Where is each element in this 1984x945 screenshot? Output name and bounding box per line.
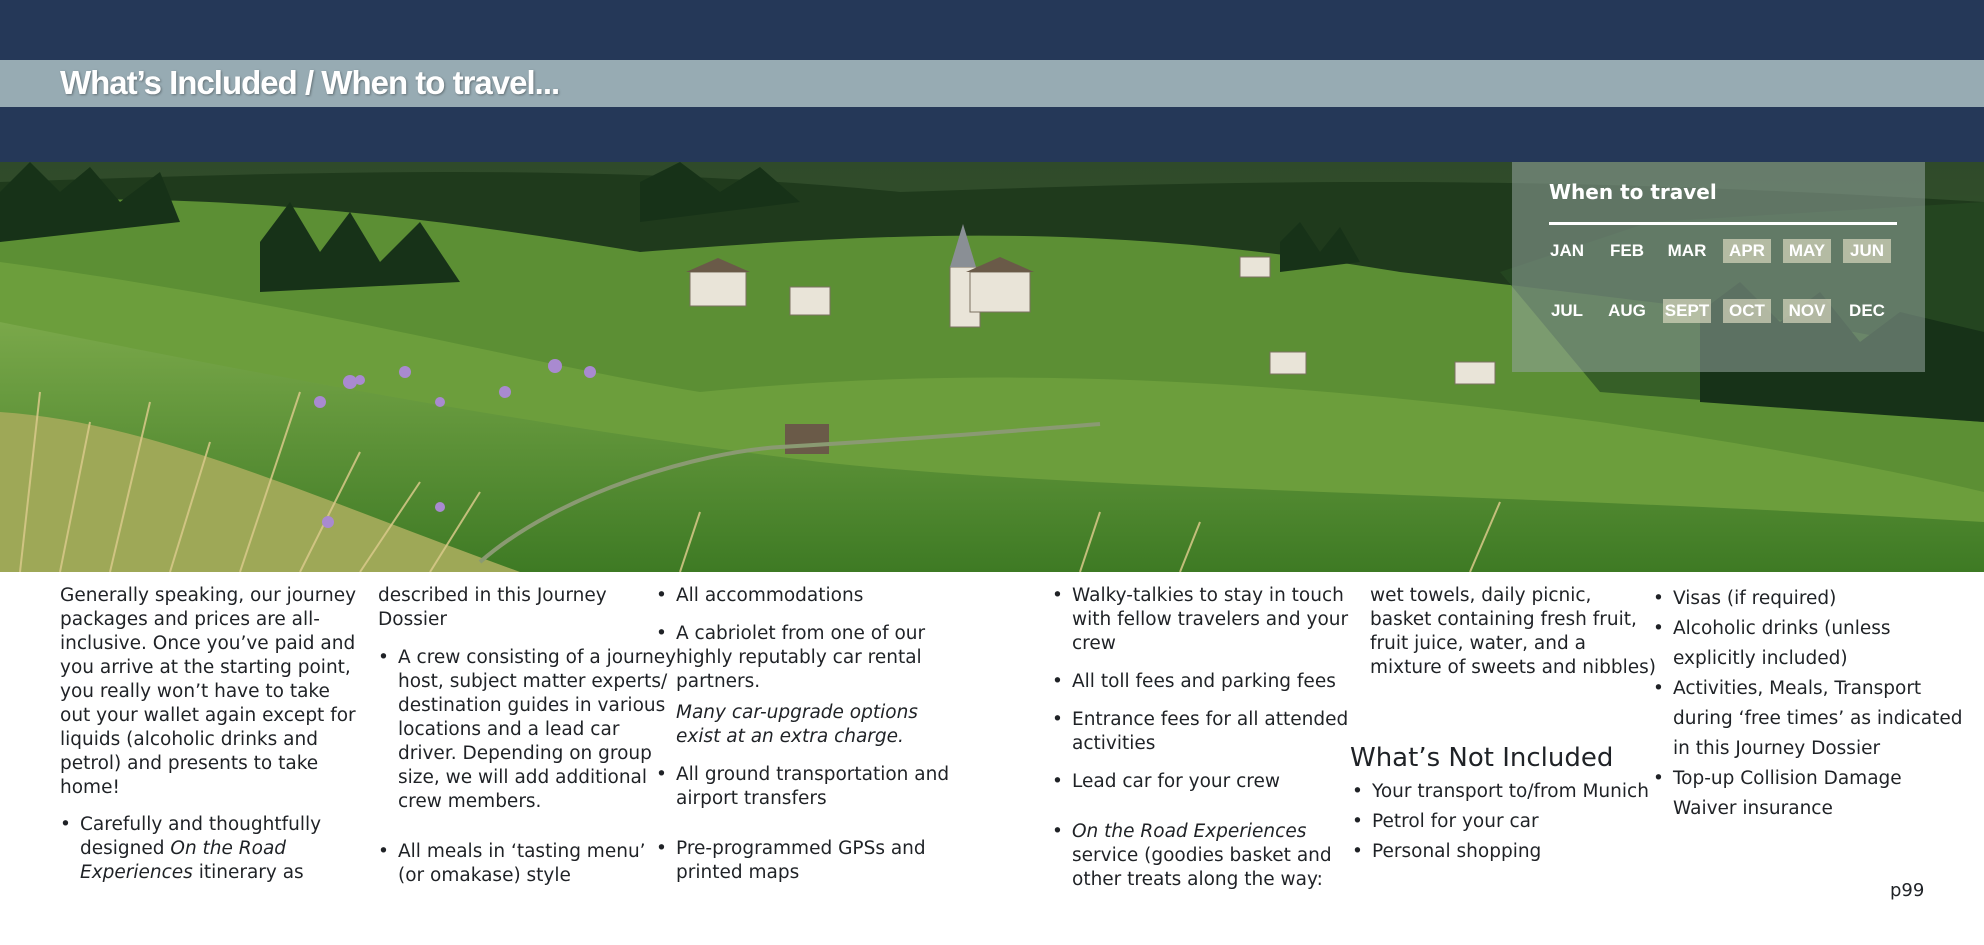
month-oct: OCT <box>1723 299 1771 323</box>
intro-line: you really won’t have to take <box>60 681 330 702</box>
intro-line: liquids (alcoholic drinks and <box>60 729 318 750</box>
month-mar: MAR <box>1667 241 1707 260</box>
intro-line: you arrive at the starting point, <box>60 657 351 678</box>
intro-line: Generally speaking, our journey <box>60 585 357 606</box>
not-included-heading: What’s Not Included <box>1350 743 1614 773</box>
included-item-line: destination guides in various <box>398 695 666 716</box>
included-item-line: partners. <box>676 671 761 692</box>
included-item: • On the Road Experiences <box>1052 820 1348 844</box>
not-included-item: • Personal shopping <box>1352 840 1656 864</box>
included-item-line: driver. Depending on group <box>398 743 652 764</box>
included-item-line: airport transfers <box>676 788 827 809</box>
included-item-line <box>60 861 356 885</box>
upgrade-note: exist at an extra charge. <box>676 726 904 747</box>
included-item: • Lead car for your crew <box>1052 770 1348 794</box>
not-included-item: • Activities, Meals, Transport <box>1653 674 1963 704</box>
included-item-line: (or omakase) style <box>398 865 571 886</box>
month-nov: NOV <box>1783 299 1831 323</box>
not-included-item: • Alcoholic drinks (unless <box>1653 614 1963 644</box>
not-included-column <box>1653 584 1963 824</box>
not-included-item-line: explicitly included) <box>1673 648 1848 669</box>
included-item: • Pre-programmed GPSs and <box>656 837 949 861</box>
included-item: • A cabriolet from one of our <box>656 622 949 646</box>
when-to-travel-title: When to travel <box>1549 180 1717 204</box>
included-item-line: host, subject matter experts/ <box>398 671 668 692</box>
included-column-2 <box>378 584 676 888</box>
included-item-line: activities <box>1072 733 1156 754</box>
not-included-item-line: during ‘free times’ as indicated <box>1673 708 1963 729</box>
included-item-line: highly reputably car rental <box>676 647 922 668</box>
included-item-line: crew <box>1072 633 1116 654</box>
intro-line: inclusive. Once you’ve paid and <box>60 633 356 654</box>
included-item-line: crew members. <box>398 791 542 812</box>
included-item: • A crew consisting of a journey <box>378 646 676 670</box>
page-title: What’s Included / When to travel... <box>60 64 560 101</box>
included-item-line: described in this Journey <box>378 585 607 606</box>
included-item-line: wet towels, daily picnic, <box>1370 585 1592 606</box>
intro-line: home! <box>60 777 120 798</box>
included-item: • All ground transportation and <box>656 763 949 787</box>
intro-line: out your wallet again except for <box>60 705 356 726</box>
month-apr: APR <box>1723 239 1771 263</box>
included-item-line: Dossier <box>378 609 447 630</box>
not-included-item-line: in this Journey Dossier <box>1673 738 1881 759</box>
month-jul: JUL <box>1550 301 1584 320</box>
upgrade-note: Many car-upgrade options <box>676 702 918 723</box>
included-column-4 <box>1052 584 1348 892</box>
included-item: • Walky-talkies to stay in touch <box>1052 584 1348 608</box>
month-jan: JAN <box>1549 241 1584 260</box>
intro-line: petrol) and presents to take <box>60 753 319 774</box>
included-item: • All accommodations <box>656 584 949 608</box>
included-item: • Entrance fees for all attended <box>1052 708 1348 732</box>
not-included-item: • Visas (if required) <box>1653 584 1963 614</box>
included-item-line: size, we will add additional <box>398 767 648 788</box>
included-item-line: mixture of sweets and nibbles) <box>1370 657 1656 678</box>
month-dec: DEC <box>1849 301 1885 320</box>
month-may: MAY <box>1783 239 1831 263</box>
included-item-line: basket containing fresh fruit, <box>1370 609 1637 630</box>
included-item: • Carefully and thoughtfully <box>60 813 356 837</box>
included-item-line: service (goodies basket and <box>1072 845 1332 866</box>
page-number: p99 <box>1890 880 1925 901</box>
included-item-line <box>60 837 356 861</box>
not-included-item: • Top-up Collision Damage <box>1653 764 1963 794</box>
intro-line: packages and prices are all- <box>60 609 320 630</box>
month-aug: AUG <box>1608 301 1646 320</box>
when-to-travel-panel <box>1512 162 1925 372</box>
included-column-3 <box>656 584 949 885</box>
not-included-item: • Petrol for your car <box>1352 810 1656 834</box>
month-feb: FEB <box>1610 241 1644 260</box>
included-item: • All toll fees and parking fees <box>1052 670 1348 694</box>
not-included-item: • Your transport to/from Munich <box>1352 780 1656 804</box>
text-span: itinerary as <box>192 862 304 883</box>
included-item-line: fruit juice, water, and a <box>1370 633 1586 654</box>
intro-column <box>60 584 356 885</box>
included-item-line: other treats along the way: <box>1072 869 1323 890</box>
italic-span: On the Road <box>170 838 287 859</box>
not-included-item-line: Waiver insurance <box>1673 798 1833 819</box>
included-item-line: printed maps <box>676 862 800 883</box>
included-item-line: locations and a lead car <box>398 719 620 740</box>
month-jun: JUN <box>1843 239 1891 263</box>
divider <box>1549 222 1897 225</box>
month-sept: SEPT <box>1663 299 1711 323</box>
included-column-5 <box>1350 584 1656 864</box>
included-item: • All meals in ‘tasting menu’ <box>378 840 676 864</box>
italic-span: Experiences <box>80 862 193 883</box>
text-span: designed <box>80 838 171 859</box>
included-item-line: with fellow travelers and your <box>1072 609 1349 630</box>
